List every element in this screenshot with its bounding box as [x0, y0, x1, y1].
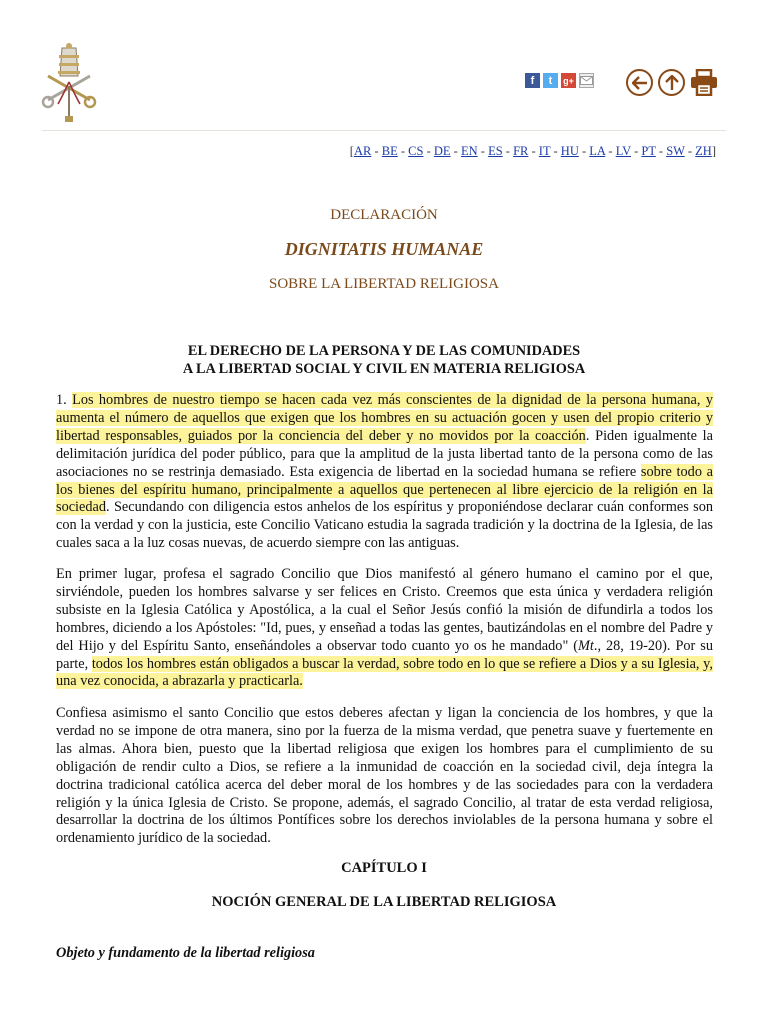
document-title: DIGNITATIS HUMANAE	[284, 239, 484, 259]
lang-bracket-open: [	[349, 144, 354, 158]
header-divider	[42, 130, 726, 131]
paragraph-text: ., 28, 19-20). Por su parte,	[56, 637, 713, 672]
print-icon[interactable]	[690, 69, 718, 96]
up-arrow-icon[interactable]	[658, 69, 685, 96]
lang-separator: -	[528, 144, 539, 158]
lang-link-ar[interactable]: AR	[353, 144, 372, 158]
highlighted-text: todos los hombres están obligados a buscar la verdad, sobre todo en lo que se refiere a Dios y a su Iglesia, y, una vez conocida, a abrazarla y practicarla.	[56, 655, 713, 690]
lang-separator: -	[502, 144, 514, 158]
document-type: DECLARACIÓN	[330, 207, 438, 223]
paragraph-1	[56, 392, 713, 553]
chapter-title: NOCIÓN GENERAL DE LA LIBERTAD RELIGIOSA	[211, 894, 557, 910]
language-bar	[300, 144, 716, 159]
lang-separator: -	[450, 144, 461, 158]
lang-link-la[interactable]: LA	[589, 144, 606, 158]
paragraph-text: . Secundando con diligencia estos anhelos de los espíritus y proponiéndose declarar cuán conformes son con la verdad y con la justicia, este Concilio Vaticano estudia la sagrada tradición y la doctrina de la Iglesia, de las cuales saca a la luz cosas nuevas, de acuerdo siempre con las antiguas.	[56, 499, 713, 552]
lang-link-cs[interactable]: CS	[408, 144, 424, 158]
scripture-reference: Mt	[578, 637, 594, 654]
lang-link-es[interactable]: ES	[488, 144, 503, 158]
google-plus-icon[interactable]: g+	[561, 73, 576, 88]
facebook-icon[interactable]: f	[525, 73, 540, 88]
lang-separator: -	[371, 144, 382, 158]
twitter-icon[interactable]: t	[543, 73, 558, 88]
paragraph-3: Confiesa asimismo el santo Concilio que estos deberes afectan y ligan la conciencia de los hombres, y que la verdad no se impone de otra manera, sino por la fuerza de la misma verdad, que penetra suave y fuertemente en las almas. Ahora bien, puesto que la libertad religiosa que exigen los hombres para el cumplimiento de su obligación de rendir culto a Dios, se refiere a la inmunidad de coacción en la sociedad civil, deja íntegra la doctrina tradicional católica acerca del deber moral de los hombres y de las sociedades para con la verdadera religión y la única Iglesia de Cristo. Se propone, además, el sagrado Concilio, al tratar de esta verdad religiosa, desarrollar la doctrina de los últimos Pontífices sobre los derechos inviolables de la persona humana y sobre el ordenamiento jurídico de la sociedad.	[56, 705, 713, 847]
lang-link-hu[interactable]: HU	[560, 144, 579, 158]
chapter-label: CAPÍTULO I	[341, 860, 427, 876]
email-icon[interactable]	[579, 73, 594, 88]
share-icons	[525, 73, 594, 88]
lang-link-fr[interactable]: FR	[513, 144, 529, 158]
lang-separator: -	[605, 144, 616, 158]
lang-link-be[interactable]: BE	[381, 144, 398, 158]
lang-separator: -	[397, 144, 409, 158]
section-heading-line1: EL DERECHO DE LA PERSONA Y DE LAS COMUNIDADES	[187, 343, 581, 359]
lang-link-zh[interactable]: ZH	[695, 144, 712, 158]
lang-separator: -	[423, 144, 434, 158]
highlighted-text: Los hombres de nuestro tiempo se hacen cada vez más conscientes de la dignidad de la persona humana, y aumenta el número de aquellos que exigen que los hombres en su actuación gocen y usen del propio criterio y libertad responsables, guiados por la conciencia del deber y no movidos por la coacción	[56, 392, 713, 444]
document-subtitle: SOBRE LA LIBERTAD RELIGIOSA	[269, 276, 499, 292]
lang-link-sw[interactable]: SW	[666, 144, 685, 158]
lang-separator: -	[684, 144, 696, 158]
paragraph-text: . Piden igualmente la delimitación jurídica del poder público, para que la amplitud de la justa libertad tanto de la persona como de las asociaciones no se restrinja demasiado. Esta exigencia de libertad en la sociedad humana se refiere	[56, 427, 713, 480]
lang-link-pt[interactable]: PT	[641, 144, 656, 158]
lang-bracket-close: ]	[711, 144, 716, 158]
lang-separator: -	[578, 144, 590, 158]
lang-link-lv[interactable]: LV	[615, 144, 631, 158]
papal-coat-of-arms-logo[interactable]	[40, 42, 98, 124]
lang-link-en[interactable]: EN	[460, 144, 478, 158]
back-arrow-icon[interactable]	[626, 69, 653, 96]
lang-separator: -	[477, 144, 489, 158]
lang-link-de[interactable]: DE	[433, 144, 451, 158]
highlighted-text: sobre todo a los bienes del espíritu humano, principalmente a aquellos que pertenecen al libre ejercicio de la religión en la sociedad	[56, 463, 713, 516]
lang-link-it[interactable]: IT	[538, 144, 551, 158]
paragraph-text: En primer lugar, profesa el sagrado Concilio que Dios manifestó al género humano el camino por el que, sirviéndole, pueden los hombres salvarse y ser felices en Cristo. Creemos que esta única y verdadera religión subsiste en la Iglesia Católica y Apostólica, a la cual el Señor Jesús confió la misión de difundirla a todos los hombres, diciendo a los Apóstoles: "Id, pues, y enseñad a todas las gentes, bautizándolas en el nombre del Padre y del Hijo y del Espíritu Santo, enseñándoles a observar todo cuanto yo os he mandado" (	[56, 566, 713, 654]
paragraph-number: 1.	[56, 392, 73, 408]
lang-separator: -	[655, 144, 667, 158]
nav-icons	[626, 69, 718, 96]
lang-separator: -	[630, 144, 642, 158]
section-heading-line2: A LA LIBERTAD SOCIAL Y CIVIL EN MATERIA RELIGIOSA	[182, 361, 586, 377]
section-subheading: Objeto y fundamento de la libertad religiosa	[56, 945, 315, 961]
lang-separator: -	[550, 144, 561, 158]
paragraph-2	[56, 566, 713, 691]
